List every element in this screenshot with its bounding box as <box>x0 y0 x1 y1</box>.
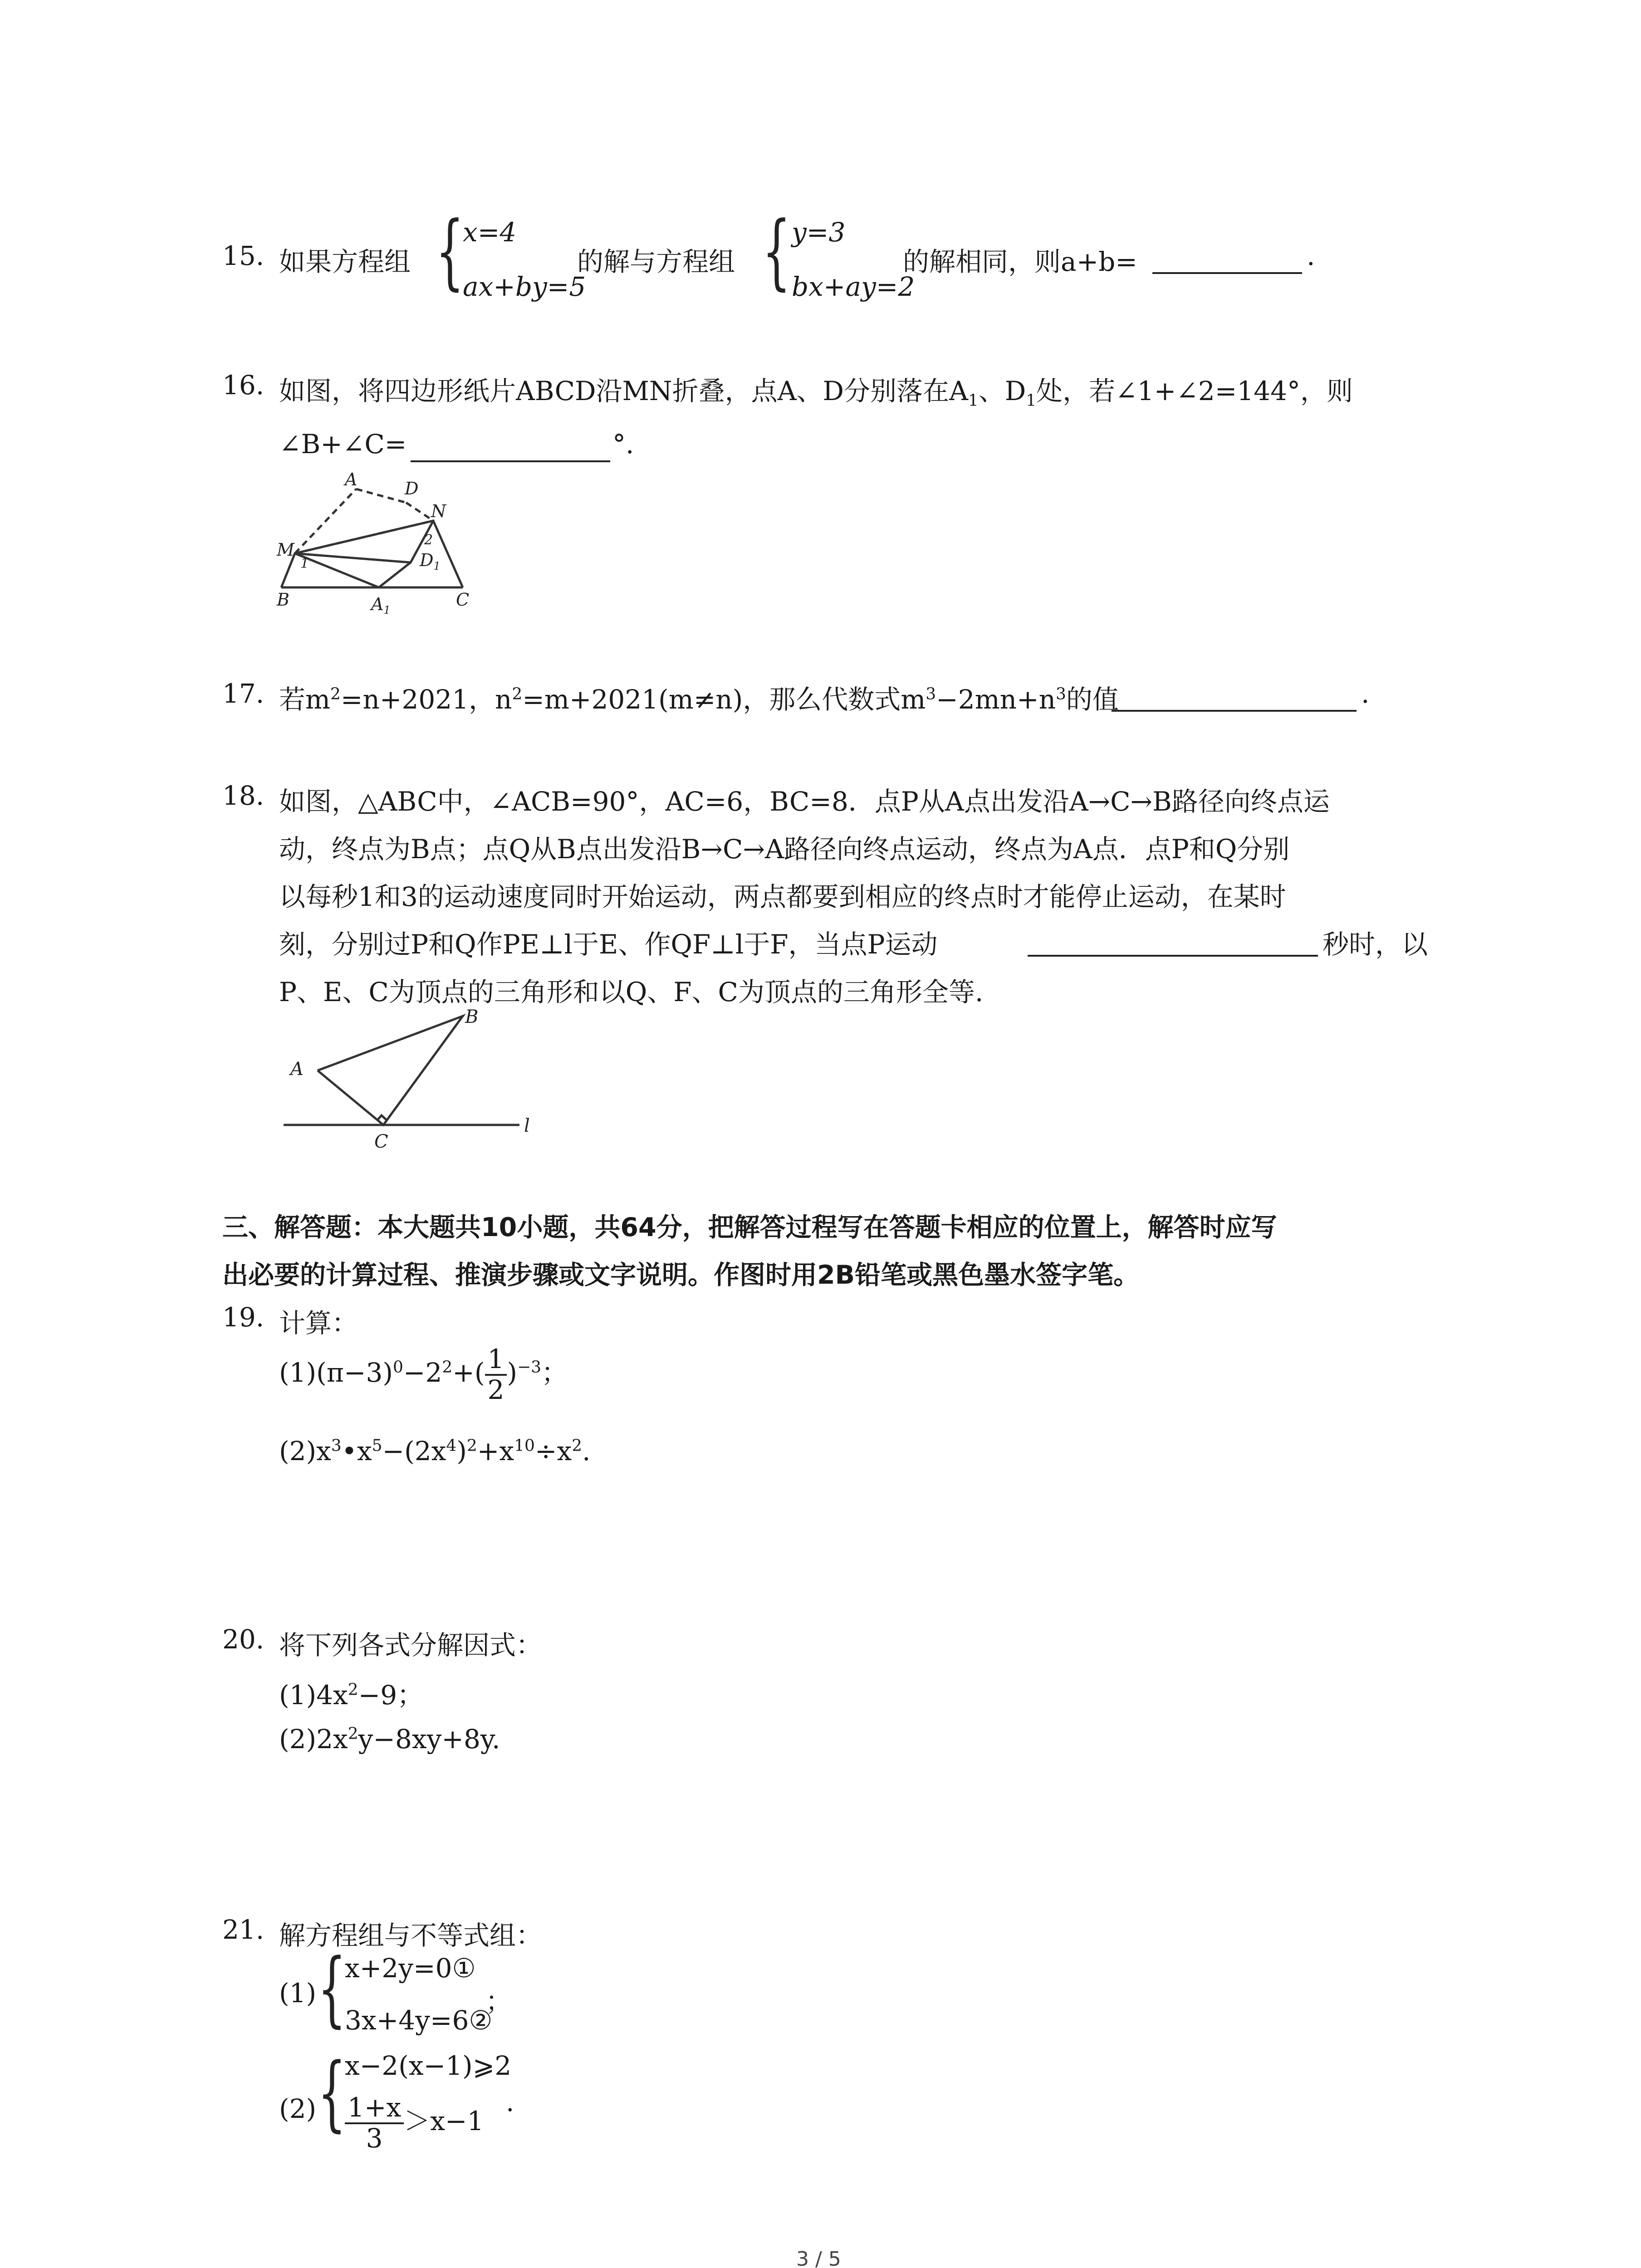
q19-title: 计算： <box>279 1308 358 1339</box>
q21-part2-ineq1: x−2(x−1)⩾2 <box>345 2050 512 2081</box>
q18-line4-end: 秒时，以 <box>1323 929 1428 960</box>
page-number: 3 / 5 <box>796 2248 841 2268</box>
q15-post: 的解相同，则a+b= <box>903 246 1137 277</box>
q21-part1-eq2: 3x+4y=6② <box>345 2005 493 2036</box>
q16-label-1: 1 <box>300 556 309 572</box>
q15-sys1-line2: ax+by=5 <box>463 271 586 302</box>
q15-prefix: 如果方程组 <box>279 246 411 277</box>
q21-part2-ineq2: $\frac{1+x}{3}$ ＞x−1 <box>345 2093 484 2153</box>
q21-part2-end: . <box>506 2087 514 2117</box>
q21-part1-end: ； <box>485 1986 512 2017</box>
q15-number: 15. <box>222 240 265 271</box>
q17-text: 若$m^2=n+2021$，$n^2=m+2021(m\ne n)$，那么代数式$m^3-2mn+n^3$的值 <box>279 684 1119 715</box>
q19-fraction: $\frac{1}{2}$ <box>485 1345 507 1405</box>
q21-part2-brace: { <box>318 2046 346 2141</box>
q19-part2: $(2)x^3•x^5-(2x^4)^2+x^{10}\div x^2$. <box>279 1436 591 1466</box>
q21-part1-brace: { <box>318 1941 346 2036</box>
q15-middle: 的解与方程组 <box>577 246 735 277</box>
q18-label-B: B <box>465 1007 479 1027</box>
q16-line2: ∠B+∠C= <box>279 429 407 459</box>
q17-end: . <box>1361 678 1370 709</box>
q21-part2-fraction: $\frac{1+x}{3}$ <box>345 2093 404 2153</box>
q21-title: 解方程组与不等式组： <box>279 1920 543 1951</box>
q16-label-N: N <box>431 501 446 521</box>
q15-end: . <box>1307 240 1315 271</box>
q15-sys2-line1: y=3 <box>792 217 846 248</box>
q16-label-A1: $A_1$ <box>371 594 391 616</box>
q18-line5: P、E、C为顶点的三角形和以Q、F、C为顶点的三角形全等. <box>279 977 984 1007</box>
q21-number: 21. <box>222 1914 265 1945</box>
q17-number: 17. <box>222 678 265 709</box>
q18-label-l: l <box>524 1115 530 1136</box>
q19-number: 19. <box>222 1302 265 1333</box>
q17-answer-blank[interactable] <box>1112 683 1357 712</box>
q15-answer-blank[interactable] <box>1152 245 1302 274</box>
q16-line2-end: °. <box>612 429 634 459</box>
q18-label-A: A <box>290 1059 304 1080</box>
q21-part2-label: (2) <box>279 2093 317 2124</box>
q18-figure <box>272 1002 535 1157</box>
q16-label-B: B <box>277 590 289 610</box>
q18-line1: 如图，△ABC中，∠ACB=90°，AC=6，BC=8．点P从A点出发沿A→C→B路径向终点运 <box>279 786 1330 817</box>
q16-label-2: 2 <box>424 532 433 548</box>
q16-line1: 如图，将四边形纸片ABCD沿MN折叠，点A、D分别落在$A_1$、$D_1$处，若∠1+∠2=144°，则 <box>279 376 1353 410</box>
q15-sys1-line1: x=4 <box>463 217 517 248</box>
q18-line4: 刻，分别过P和Q作PE⊥l于E、作QF⊥l于F，当点P运动 <box>279 929 938 960</box>
q16-label-A: A <box>345 469 358 489</box>
q18-line2: 动，终点为B点；点Q从B点出发沿B→C→A路径向终点运动，终点为A点．点P和Q分别 <box>279 834 1290 865</box>
q20-title: 将下列各式分解因式： <box>279 1630 543 1661</box>
q20-part2: $(2)2x^2y-8xy+8y$. <box>279 1724 500 1755</box>
q20-part1: $(1)4x^2-9$； <box>279 1680 424 1711</box>
q16-label-C: C <box>456 590 470 610</box>
q19-part1: $(1)(\pi-3)^0-2^2+$( $\frac{1}{2}$ )$^{-3}$； <box>279 1344 568 1405</box>
q18-line3: 以每秒1和3的运动速度同时开始运动，两点都要到相应的终点时才能停止运动，在某时 <box>279 881 1286 912</box>
section3-heading-line2: 出必要的计算过程、推演步骤或文字说明。作图时用2B铅笔或黑色墨水签字笔。 <box>222 1260 1140 1290</box>
q15-sys2-line2: bx+ay=2 <box>792 271 915 302</box>
q18-answer-blank[interactable] <box>1028 928 1318 957</box>
q16-label-M: M <box>277 540 294 560</box>
q16-label-D: D <box>405 479 419 499</box>
q21-part1-label: (1) <box>279 1978 317 2009</box>
q16-number: 16. <box>222 370 265 401</box>
q21-part1-eq1: x+2y=0① <box>345 1953 476 1984</box>
q20-number: 20. <box>222 1624 265 1655</box>
q16-answer-blank[interactable] <box>411 433 610 462</box>
section3-heading-line1: 三、解答题：本大题共10小题，共64分，把解答过程写在答题卡相应的位置上，解答时应写 <box>222 1212 1277 1242</box>
q16-label-D1: $D_1$ <box>420 550 441 572</box>
q16-figure <box>272 467 485 621</box>
q15-brace-1: { <box>436 204 464 299</box>
q18-number: 18. <box>222 780 265 811</box>
q15-brace-2: { <box>762 204 791 299</box>
q18-label-C: C <box>374 1131 388 1152</box>
